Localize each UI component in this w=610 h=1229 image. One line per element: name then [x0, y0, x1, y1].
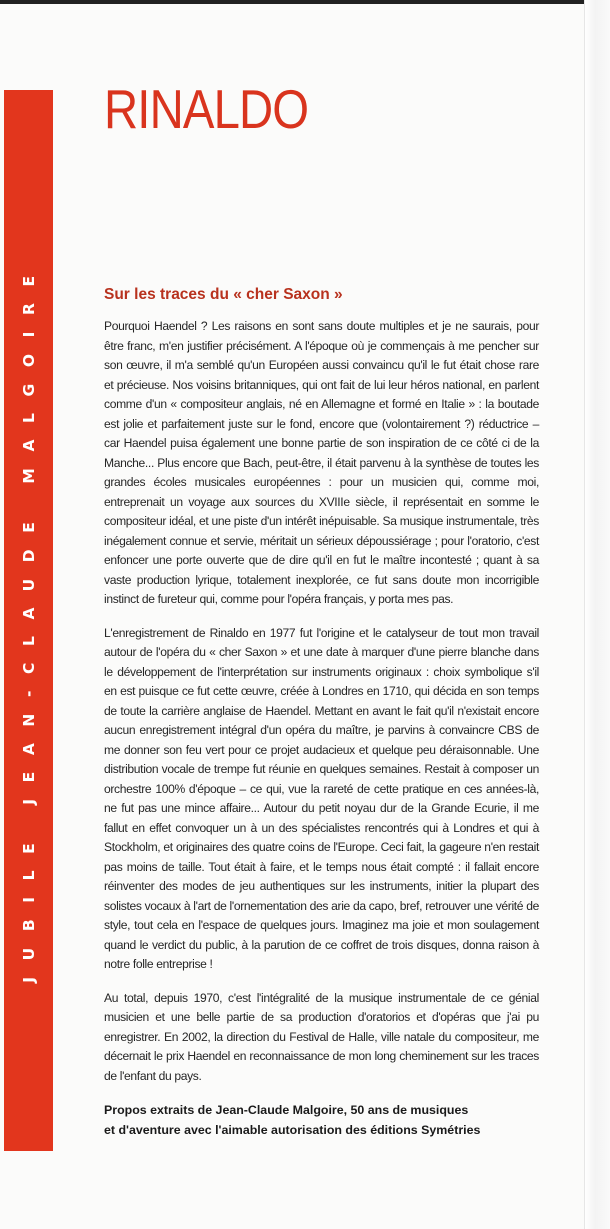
credit-line-2: et d'aventure avec l'aimable autorisation des éditions Symétries	[104, 1123, 481, 1137]
paragraph-3: Au total, depuis 1970, c'est l'intégralité de la musique instrumentale de ce génial musicien et une belle partie de sa production d'oratorios et d'opéras que j'ai pu enregistrer. En 2002, la direction du Festival de Halle, ville natale du compositeur, me décernait le prix Haendel en reconnaissance de mon long cheminement sur les traces de l'enfant du pays.	[104, 990, 539, 1083]
paragraph-1: Pourquoi Haendel ? Les raisons en sont sans doute multiples et je ne saurais, pour être franc, m'en justifier précisément. A l'époque où je commençais à me pencher sur son œuvre, il m'a semblé qu'un Européen aussi convaincu qu'il le fut était chose rare et précieuse. Nos voisins britanniques, qui ont fait de lui leur héros national, en parlent comme d'un « compositeur anglais, né en Allemagne et formé en Italie » : la boutade est jolie et parfaitement juste sur le fond, encore que (volontairement ?) réductrice – car Haendel puisa également une bonne partie de son inspiration de ce côté ci de la Manche... Plus encore que Bach, peut-être, il était parvenu à la synthèse de toutes les grandes écoles musicales européennes : pour un musicien qui, comme moi, entreprenait un voyage aux sources du XVIIIe siècle, il représentait en somme le compositeur idéal, et une piste d'un intérêt inépuisable. Sa musique instrumentale, très inégalement connue et servie, méritait un sérieux dépoussiérage ; pour l'oratorio, c'est enfoncer une porte ouverte que de dire qu'il en fut le maître incontesté ; quant à sa vaste production lyrique, totalement inexplorée, ce fut sans doute mon incorrigible instinct de fureteur qui, comme pour l'opéra français, y porta mes pas.	[104, 319, 539, 606]
section-heading: Sur les traces du « cher Saxon »	[104, 286, 343, 303]
red-side-band	[4, 90, 53, 1151]
article-body	[104, 317, 539, 1100]
page-title: RINALDO	[104, 78, 309, 140]
source-credit	[104, 1100, 524, 1140]
right-scan-edge	[584, 0, 610, 1229]
paragraph-2: L'enregistrement de Rinaldo en 1977 fut l'origine et le catalyseur de tout mon travail autour de l'opéra du « cher Saxon » et une date à marquer d'une pierre blanche dans le développement de l'interprétation sur instruments originaux : choix symbolique s'il en est puisque ce fut cette œuvre, créée à Londres en 1710, qui décida en son temps de toute la carrière anglaise de Haendel. Mettant en avant le fait qu'il n'existait encore aucun enregistrement intégral d'un opéra du maître, je parvins à convaincre CBS de me donner son feu vert pour ce projet audacieux et quelque peu déraisonnable. Une distribution vocale de trempe fut réunie en quelques semaines. Restait à composer un orchestre 100% d'époque – ce qui, vue la rareté de cette pratique en ces années-là, ne fut pas une mince affaire... Autour du petit noyau dur de la Grande Ecurie, il me fallut en effet convoquer un à un des spécialistes rencontrés qui à Londres et qui à Stockholm, et originaires des quatre coins de l'Europe. Ceci fait, la gageure n'en restait pas moins de taille. Tout était à faire, et le temps nous était compté : il fallait encore réinventer des modes de jeu authentiques sur les instruments, initier la plupart des solistes vocaux à l'art de l'ornementation des arie da capo, bref, retrouver une vérité de style, tout cela en l'espace de quelques jours. Imaginez ma joie et mon soulagement quand le verdict du public, à la parution de ce coffret de trois disques, donna raison à notre folle entreprise !	[104, 625, 539, 971]
credit-line-1: Propos extraits de Jean-Claude Malgoire, 50 ans de musiques	[104, 1103, 469, 1117]
side-band-label: JUBILE JEAN-CLAUDE MALGOIRE	[19, 258, 38, 983]
top-scan-edge	[0, 0, 610, 4]
